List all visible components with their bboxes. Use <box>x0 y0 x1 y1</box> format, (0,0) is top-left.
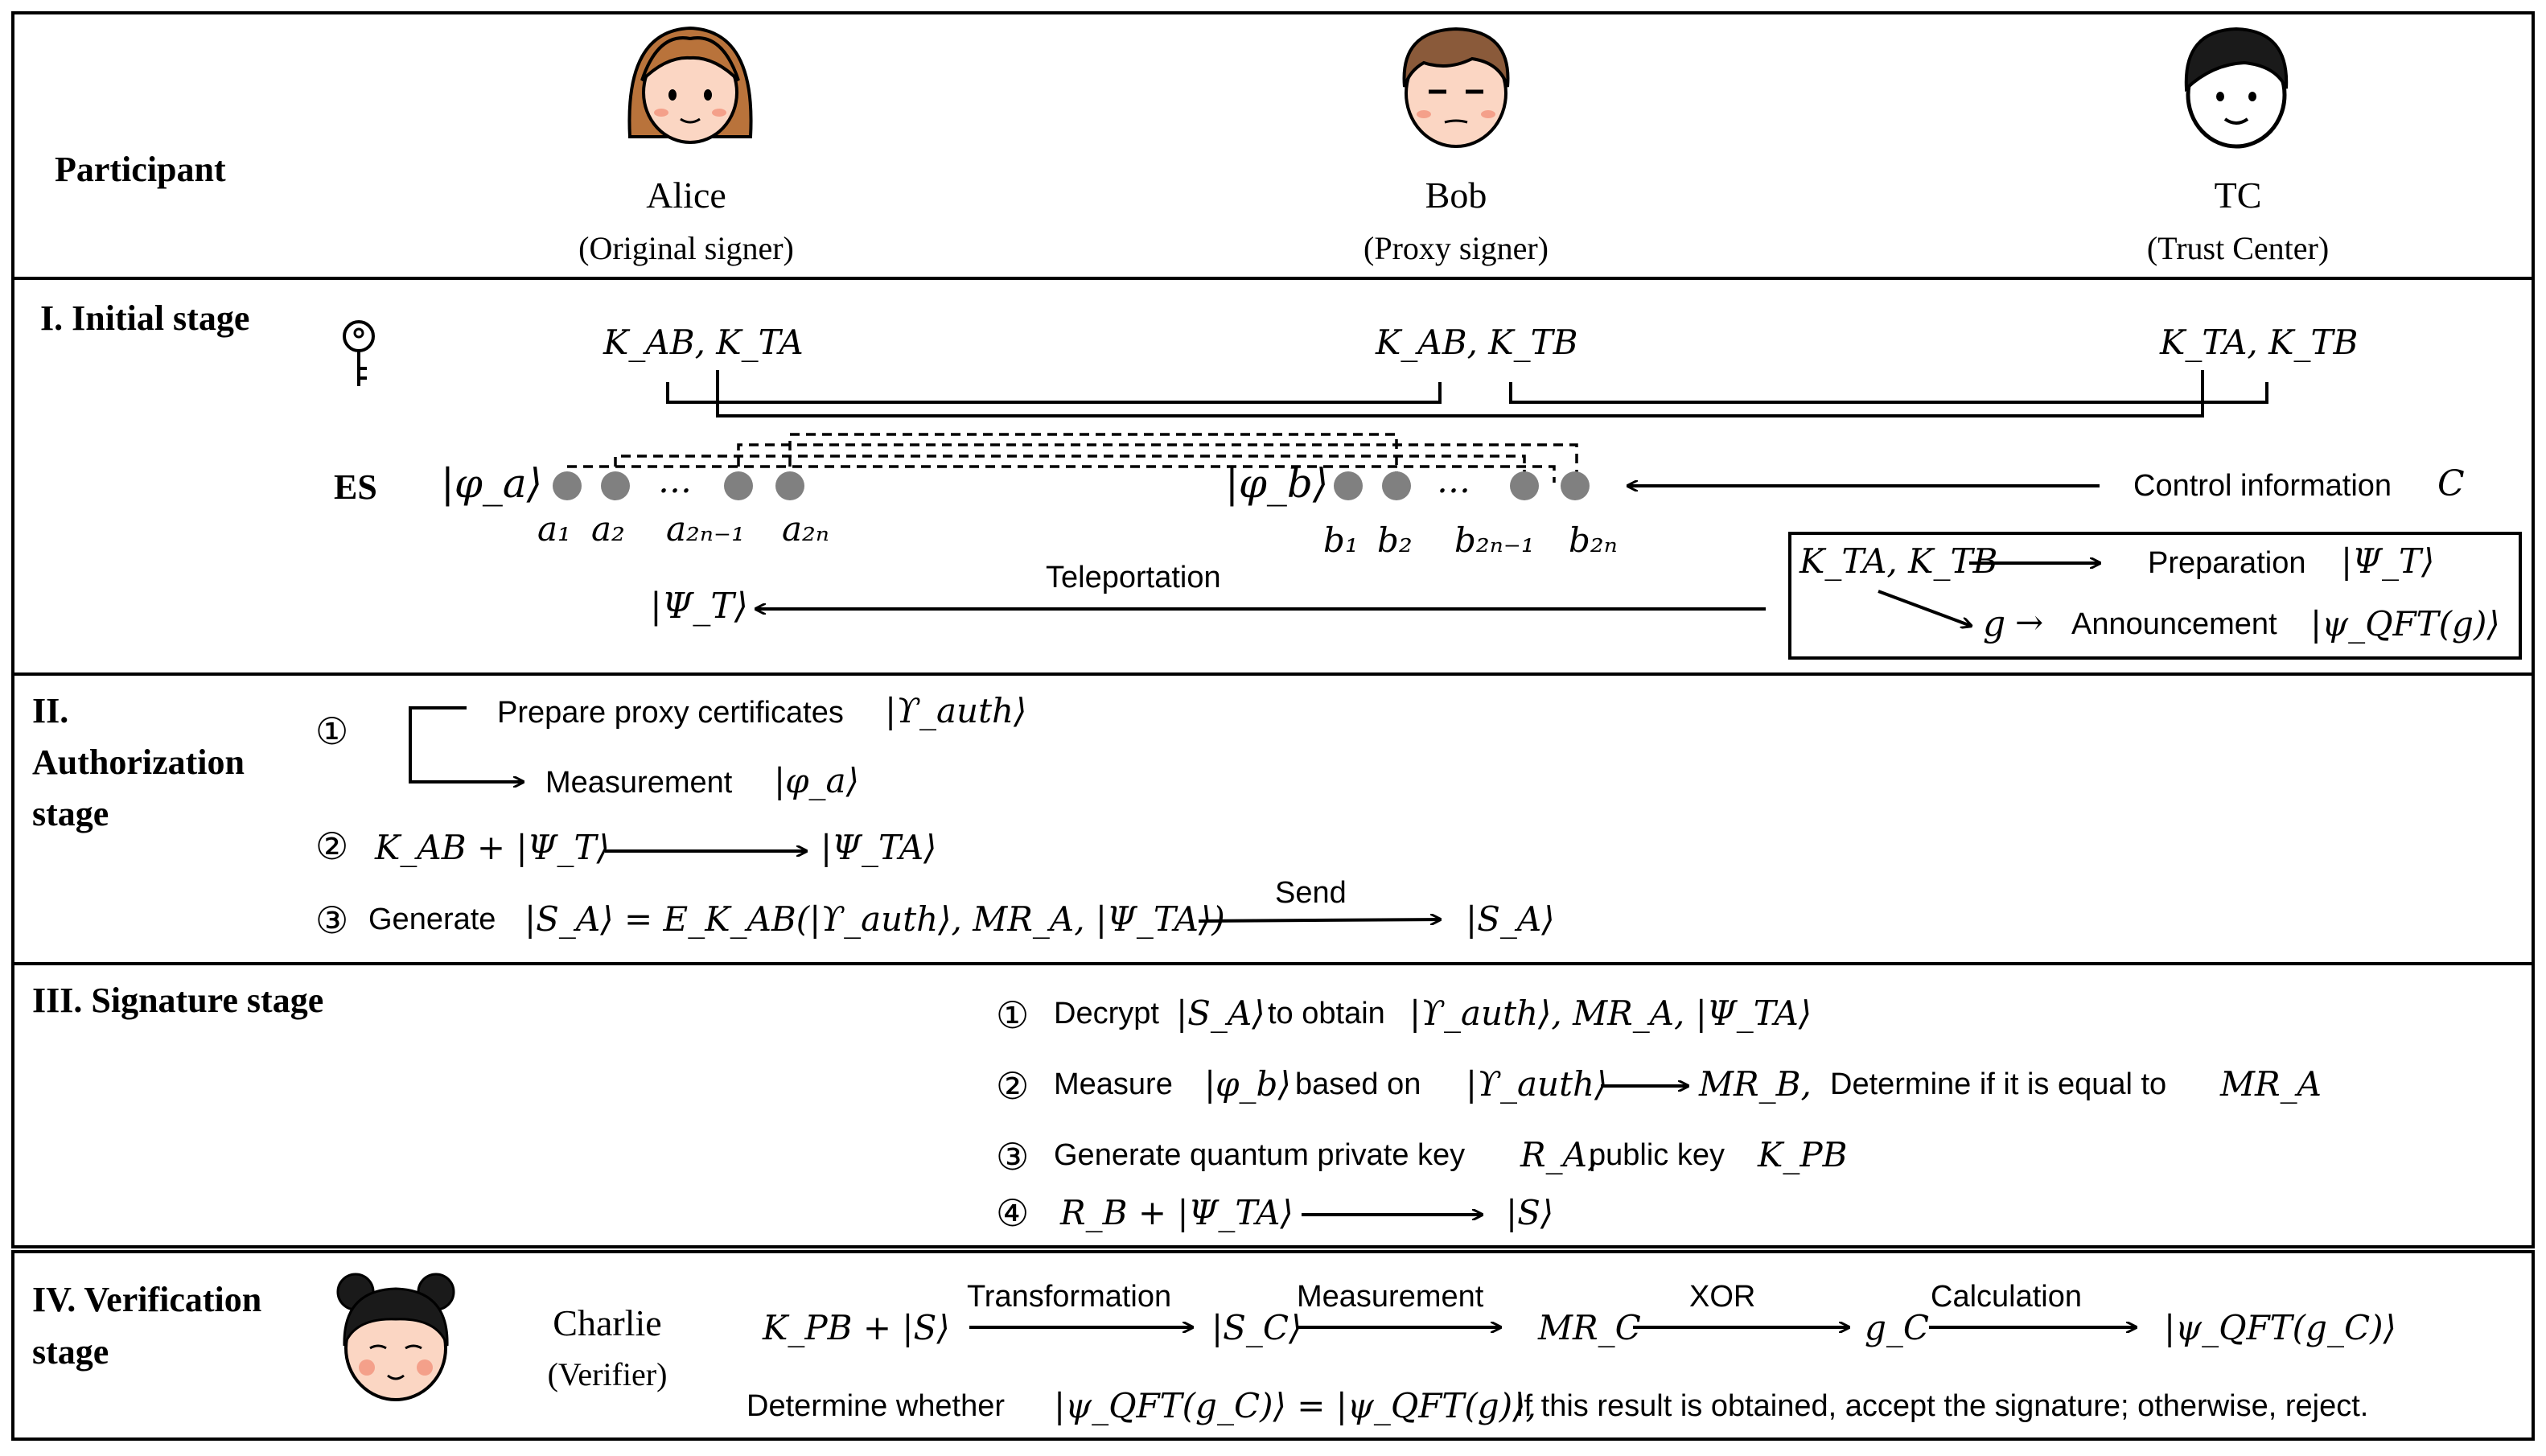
box-keys: K_TA, K_TB <box>1799 541 1998 581</box>
xor-label: XOR <box>1689 1280 1756 1314</box>
preparation-state: |Ψ_T⟩ <box>2341 541 2435 581</box>
qubit-a1 <box>553 471 582 500</box>
label-a2: a₂ <box>591 509 625 549</box>
bob-avatar-icon <box>1405 29 1508 146</box>
entanglement-links <box>567 434 1577 483</box>
sig-step2-based: based on <box>1295 1067 1421 1101</box>
charlie-avatar-icon <box>338 1274 454 1400</box>
label-b2n-1: b₂ₙ₋₁ <box>1454 520 1535 560</box>
auth-step1-measure: Measurement <box>545 766 733 800</box>
sc-state: |S_C⟩ <box>1211 1308 1302 1347</box>
auth-step3-generate: Generate <box>368 903 496 936</box>
sig-step2-measure: Measure <box>1054 1067 1173 1101</box>
auth-step1-measure-state: |φ_a⟩ <box>774 761 859 800</box>
signature-title: III. Signature stage <box>32 981 324 1020</box>
sig-step3-generate: Generate quantum private key <box>1054 1138 1466 1172</box>
announcement-state: |ψ_QFT(g)⟩ <box>2310 604 2500 644</box>
verification-decision: If this result is obtained, accept the signature; otherwise, reject. <box>1516 1389 2369 1423</box>
qubit-b2n <box>1561 471 1590 500</box>
label-b1: b₁ <box>1323 520 1359 560</box>
tc-role: (Trust Center) <box>2146 230 2330 266</box>
announcement-arrow <box>1878 591 1971 626</box>
verifier-name: Charlie <box>553 1302 662 1343</box>
auth-step2-number: ② <box>315 825 349 867</box>
teleportation-label: Teleportation <box>1046 561 1221 594</box>
bob-role: (Proxy signer) <box>1363 230 1549 266</box>
sig-step4-number: ④ <box>996 1192 1030 1234</box>
phi-b-state: |φ_b⟩ <box>1225 460 1329 507</box>
mrc-value: MR_C <box>1538 1308 1641 1347</box>
measurement-label: Measurement <box>1297 1280 1484 1314</box>
final-state: |ψ_QFT(g_C)⟩ <box>2164 1308 2396 1347</box>
alice-tc-key-bracket <box>718 370 2203 416</box>
auth-step3-number: ③ <box>315 899 349 941</box>
qubit-b1 <box>1334 471 1363 500</box>
bob-tc-key-bracket <box>1511 382 2267 402</box>
verification-title-2: stage <box>32 1332 109 1372</box>
verification-title-1: IV. Verification <box>32 1280 262 1319</box>
sig-step3-public-label: public key <box>1589 1138 1725 1172</box>
ellipsis-b: … <box>1437 461 1470 500</box>
tc-avatar-icon <box>2186 29 2286 146</box>
sig-step3-public: K_PB <box>1758 1135 1848 1174</box>
qubit-b2 <box>1382 471 1411 500</box>
label-a2n-1: a₂ₙ₋₁ <box>666 509 745 549</box>
bob-name: Bob <box>1425 175 1487 216</box>
label-b2: b₂ <box>1377 520 1413 560</box>
sig-step2-number: ② <box>996 1065 1030 1107</box>
psi-t-received: |Ψ_T⟩ <box>650 586 748 627</box>
sig-step3-number: ③ <box>996 1136 1030 1178</box>
participant-label: Participant <box>55 150 226 189</box>
authorization-title-3: stage <box>32 794 109 833</box>
verification-equation: |ψ_QFT(g_C)⟩ = |ψ_QFT(g)⟩, <box>1054 1386 1536 1425</box>
auth-step3-expr: |S_A⟩ = E_K_AB(|ϒ_auth⟩, MR_A, |Ψ_TA⟩) <box>524 899 1225 939</box>
label-a2n: a₂ₙ <box>782 509 829 549</box>
auth-step3-send-arrow <box>1199 919 1440 921</box>
qubit-a2n <box>775 471 804 500</box>
initial-stage-title: I. Initial stage <box>40 298 250 338</box>
sig-step4-expr: R_B + |Ψ_TA⟩ <box>1060 1193 1294 1232</box>
g-symbol: g <box>1983 603 2006 644</box>
alice-name: Alice <box>646 175 726 216</box>
sig-step1-result: |ϒ_auth⟩, MR_A, |Ψ_TA⟩ <box>1409 993 1812 1033</box>
alice-avatar-icon <box>629 28 751 142</box>
alice-role: (Original signer) <box>578 230 794 266</box>
tc-keys: K_TA, K_TB <box>2160 323 2359 362</box>
qubit-a2n-1 <box>724 471 753 500</box>
g-arrow: → <box>2015 603 2044 642</box>
authorization-title-2: Authorization <box>32 742 245 782</box>
label-b2n: b₂ₙ <box>1569 520 1618 560</box>
auth-step3-send-label: Send <box>1275 876 1347 910</box>
verifier-role: (Verifier) <box>547 1356 668 1392</box>
sig-step4-result: |S⟩ <box>1506 1193 1554 1232</box>
alice-bob-key-bracket <box>668 382 1440 402</box>
transformation-label: Transformation <box>967 1280 1172 1314</box>
gc-value: g_C <box>1865 1308 1930 1347</box>
key-icon <box>344 322 373 386</box>
ellipsis-a: … <box>658 461 692 500</box>
auth-step1-prepare: Prepare proxy certificates <box>497 696 844 730</box>
sig-step2-state: |φ_b⟩ <box>1204 1064 1291 1104</box>
calculation-label: Calculation <box>1931 1280 2082 1314</box>
sig-step1-number: ① <box>996 994 1030 1036</box>
sig-step1-obtain: to obtain <box>1268 997 1385 1030</box>
sig-step2-compare: MR_A <box>2220 1064 2322 1104</box>
determine-label: Determine whether <box>747 1389 1006 1423</box>
qubit-b2n-1 <box>1510 471 1539 500</box>
alice-keys: K_AB, K_TA <box>603 323 804 362</box>
sig-step3-private: R_A, <box>1520 1135 1598 1174</box>
label-a1: a₁ <box>537 509 571 549</box>
bob-keys: K_AB, K_TB <box>1376 323 1578 362</box>
auth-step1-prepare-state: |ϒ_auth⟩ <box>885 691 1027 730</box>
sig-step2-determine: Determine if it is equal to <box>1830 1067 2167 1101</box>
phi-a-state: |φ_a⟩ <box>441 460 543 507</box>
tc-name: TC <box>2214 175 2262 216</box>
sig-step2-result: MR_B, <box>1699 1064 1812 1104</box>
sig-step1-decrypt: Decrypt <box>1054 997 1159 1030</box>
auth-step1-number: ① <box>315 710 349 752</box>
authorization-title-1: II. <box>32 691 69 730</box>
auth-step2-expr: K_AB + |Ψ_T⟩ <box>375 828 610 867</box>
es-label: ES <box>334 467 377 507</box>
control-info-symbol: C <box>2437 463 2465 504</box>
qubit-a2 <box>601 471 630 500</box>
announcement-label: Announcement <box>2071 607 2277 641</box>
auth-step3-result: |S_A⟩ <box>1466 899 1555 939</box>
control-info-label: Control information <box>2133 469 2392 503</box>
auth-step2-result: |Ψ_TA⟩ <box>821 828 937 867</box>
sig-step2-basis: |ϒ_auth⟩ <box>1466 1064 1608 1104</box>
verification-expr-start: K_PB + |S⟩ <box>763 1308 950 1347</box>
sig-step1-state: |S_A⟩ <box>1176 993 1265 1033</box>
preparation-label: Preparation <box>2148 546 2306 580</box>
